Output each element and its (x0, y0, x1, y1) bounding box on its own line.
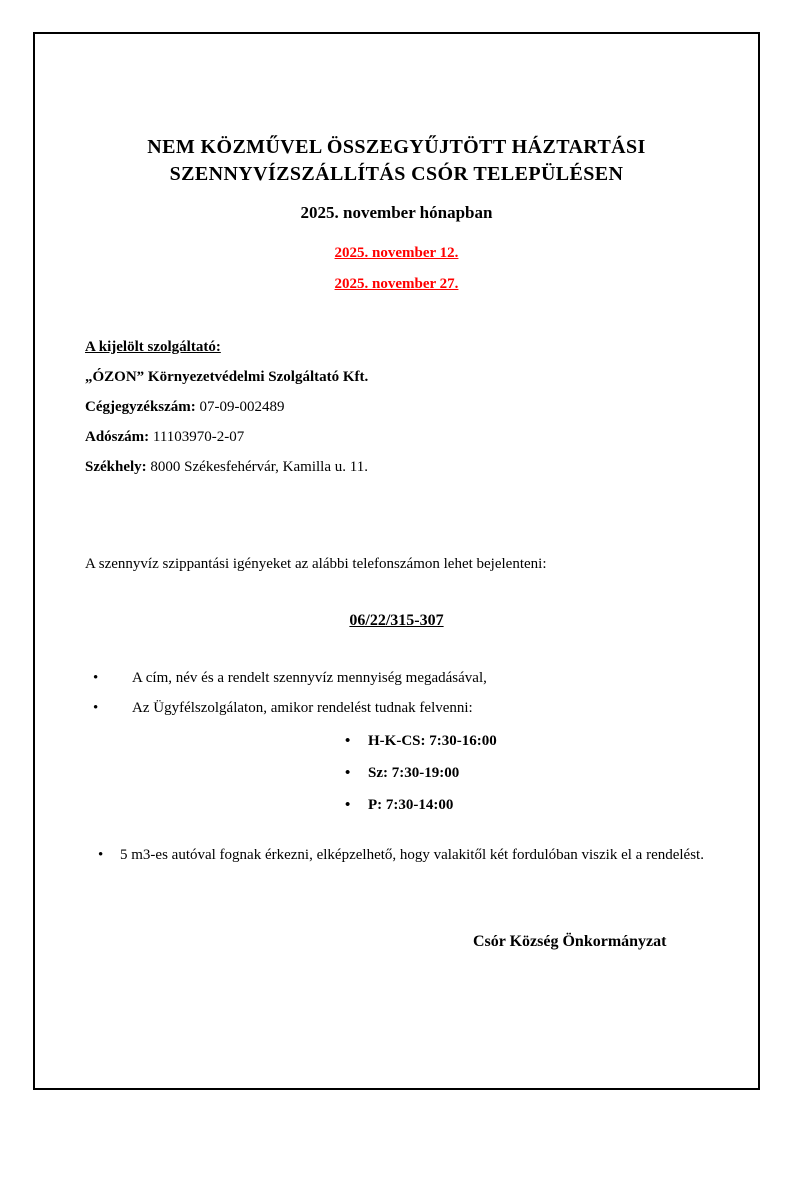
list-item (345, 795, 708, 815)
bullet-icon (345, 795, 368, 815)
registry-number-value: 07-09-002489 (199, 399, 285, 415)
note-item (85, 845, 708, 866)
office-hours-wed: Sz: 7:30-19:00 (368, 765, 460, 781)
bullet-icon (345, 763, 368, 783)
list-item (345, 731, 708, 751)
contact-intro: A szennyvíz szippantási igényeket az alábbi telefonszámon lehet bejelenteni: (85, 556, 547, 572)
headquarters-label: Székhely: (85, 459, 147, 475)
list-item (85, 669, 708, 687)
provider-field-address (85, 458, 708, 476)
provider-section (85, 338, 708, 476)
document-title-line1: NEM KÖZMŰVEL ÖSSZEGYŰJTÖTT HÁZTARTÁSI (147, 136, 646, 158)
note-text: 5 m3-es autóval fognak érkezni, elképzelhető, hogy valakitől két fordulóban viszik el a rendelést. (120, 847, 704, 863)
registry-number-label: Cégjegyzékszám: (85, 399, 196, 415)
phone-number: 06/22/315-307 (349, 612, 444, 629)
provider-heading: A kijelölt szolgáltató: (85, 339, 221, 355)
bullet-list (85, 669, 708, 717)
bullet-icon (85, 669, 132, 687)
tax-number-label: Adószám: (85, 429, 150, 445)
bullet-text-2: Az Ügyfélszolgálaton, amikor rendelést tudnak felvenni: (132, 700, 473, 716)
document-content (35, 134, 758, 1188)
office-hours-mon-tue-thu: H-K-CS: 7:30-16:00 (368, 733, 497, 749)
list-item (85, 699, 708, 717)
bullet-text-1: A cím, név és a rendelt szennyvíz mennyiség megadásával, (132, 670, 487, 686)
document-title (85, 134, 708, 188)
collection-date-2: 2025. november 27. (334, 276, 459, 292)
collection-date-1: 2025. november 12. (334, 245, 459, 261)
list-item (345, 763, 708, 783)
bullet-icon (85, 845, 120, 866)
page-border (33, 32, 760, 1090)
provider-name: „ÓZON” Környezetvédelmi Szolgáltató Kft. (85, 369, 369, 385)
provider-field-registry (85, 398, 708, 416)
tax-number-value: 11103970-2-07 (152, 429, 245, 445)
bullet-icon (85, 699, 132, 717)
office-hours-list (345, 731, 708, 815)
provider-field-taxid (85, 428, 708, 446)
headquarters-value: 8000 Székesfehérvár, Kamilla u. 11. (150, 459, 368, 475)
document-title-line2: SZENNYVÍZSZÁLLÍTÁS CSÓR TELEPÜLÉSEN (169, 163, 624, 185)
bullet-icon (345, 731, 368, 751)
document-subtitle: 2025. november hónapban (300, 203, 493, 222)
signature: Csór Község Önkormányzat (473, 933, 667, 950)
office-hours-fri: P: 7:30-14:00 (368, 797, 454, 813)
